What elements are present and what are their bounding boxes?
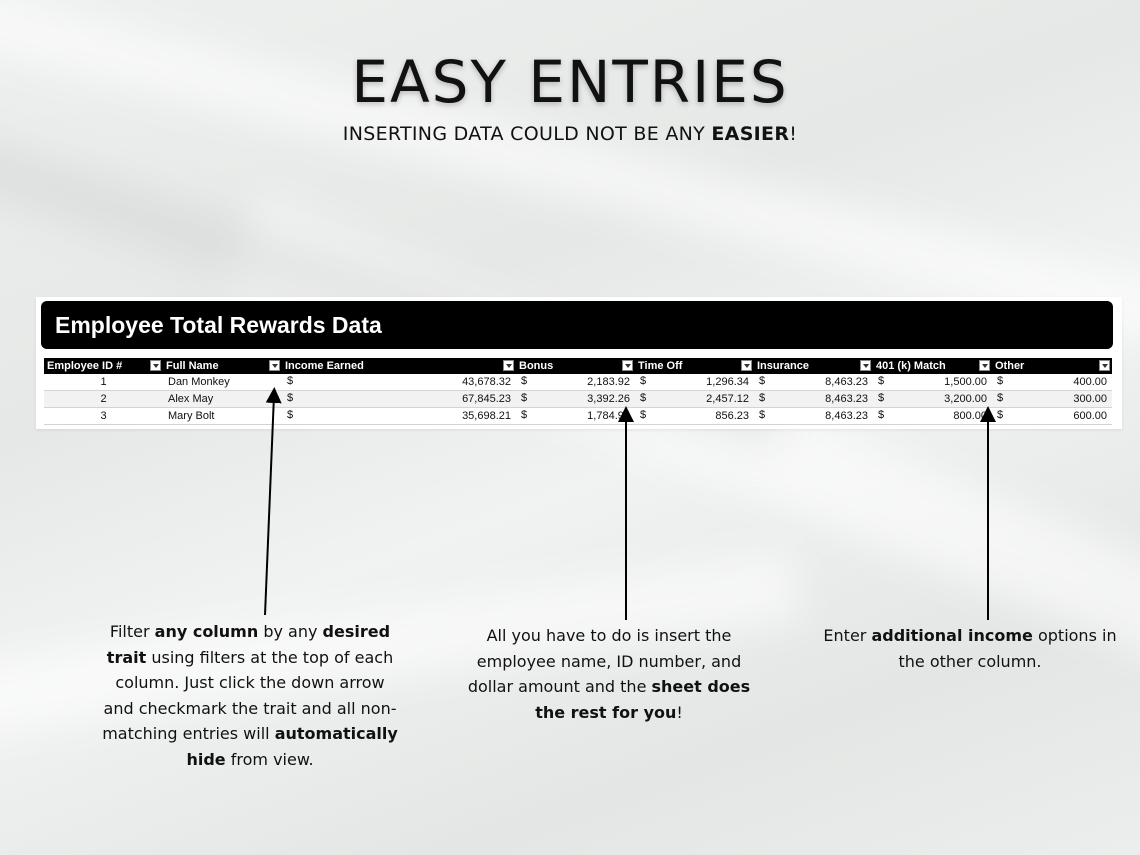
employee-id-cell[interactable]: 3 [44, 408, 163, 425]
column-header[interactable]: Insurance [754, 358, 873, 374]
bonus-cell[interactable]: $ 1,784.91 [516, 408, 635, 425]
column-header[interactable]: Other [992, 358, 1112, 374]
bonus-cell[interactable]: $ 2,183.92 [516, 374, 635, 391]
time-off-cell[interactable]: $ 1,296.34 [635, 374, 754, 391]
time-off-cell[interactable]: $ 856.23 [635, 408, 754, 425]
sheet-title: Employee Total Rewards Data [55, 312, 382, 338]
other-income-callout: Enter additional income options in the other column. [823, 626, 1117, 671]
other-cell[interactable]: $ 300.00 [992, 391, 1112, 408]
full-name-cell[interactable]: Alex May [163, 391, 282, 408]
column-header[interactable]: Full Name [163, 358, 282, 374]
time-off-cell[interactable]: $ 2,457.12 [635, 391, 754, 408]
employee-id-cell[interactable]: 2 [44, 391, 163, 408]
other-cell[interactable]: $ 400.00 [992, 374, 1112, 391]
column-header[interactable]: 401 (k) Match [873, 358, 992, 374]
column-header[interactable]: Income Earned [282, 358, 516, 374]
income-cell[interactable]: $ 67,845.23 [282, 391, 516, 408]
bonus-cell[interactable]: $ 3,392.26 [516, 391, 635, 408]
income-cell[interactable]: $ 35,698.21 [282, 408, 516, 425]
filter-callout: Filter any column by any desired trait using filters at the top of each column. Just click the down arrow and checkmark the trait and all non-matching entries will automatically hide from view. [102, 622, 398, 769]
match-cell[interactable]: $ 1,500.00 [873, 374, 992, 391]
insurance-cell[interactable]: $ 8,463.23 [754, 391, 873, 408]
filter-arrow [265, 395, 274, 615]
full-name-cell[interactable]: Mary Bolt [163, 408, 282, 425]
column-header[interactable]: Time Off [635, 358, 754, 374]
page-subtitle: INSERTING DATA COULD NOT BE ANY EASIER! [342, 123, 798, 145]
employee-id-cell[interactable]: 1 [44, 374, 163, 391]
match-cell[interactable]: $ 3,200.00 [873, 391, 992, 408]
column-header[interactable]: Employee ID # [44, 358, 163, 374]
match-cell[interactable]: $ 800.00 [873, 408, 992, 425]
insert-callout: All you have to do is insert the employee name, ID number, and dollar amount and the sheet does the rest for you! [467, 626, 751, 722]
page-title: EASY ENTRIES [351, 48, 789, 116]
income-cell[interactable]: $ 43,678.32 [282, 374, 516, 391]
other-cell[interactable]: $ 600.00 [992, 408, 1112, 425]
insurance-cell[interactable]: $ 8,463.23 [754, 374, 873, 391]
insurance-cell[interactable]: $ 8,463.23 [754, 408, 873, 425]
full-name-cell[interactable]: Dan Monkey [163, 374, 282, 391]
column-header[interactable]: Bonus [516, 358, 635, 374]
